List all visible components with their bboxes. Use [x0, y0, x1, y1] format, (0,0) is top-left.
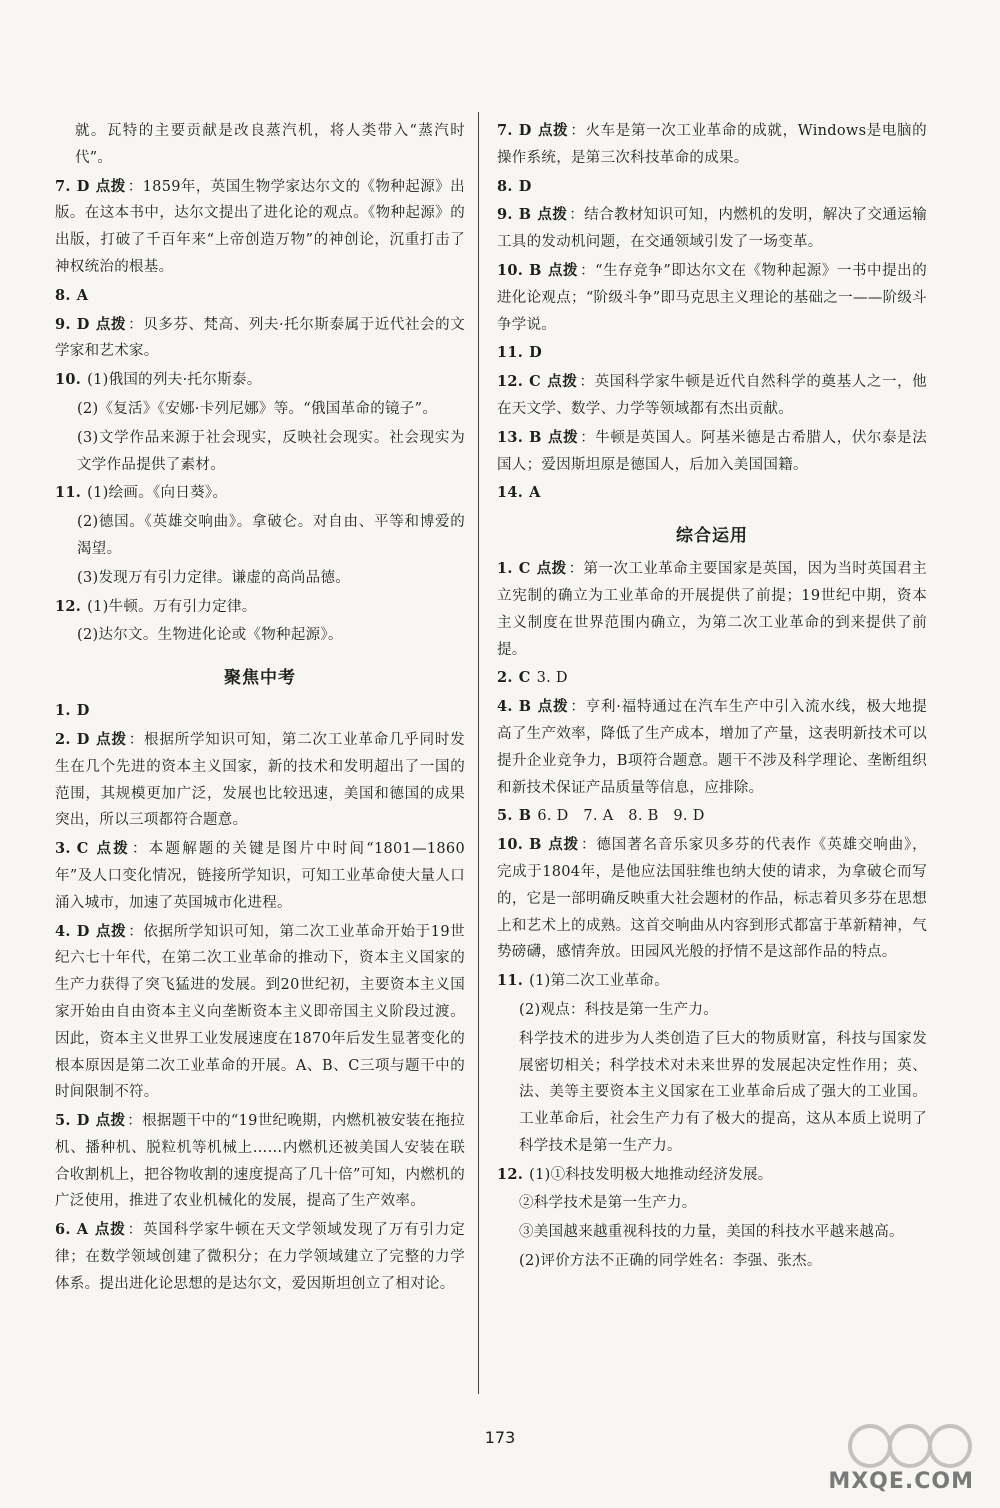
hint-label: 点拨	[95, 177, 126, 195]
answer-item	[497, 480, 927, 507]
question-number: 4.	[55, 922, 71, 940]
answer-item	[55, 509, 465, 563]
answer-item	[497, 340, 927, 367]
question-number: 5.	[497, 807, 513, 825]
question-number: 4.	[497, 698, 513, 716]
answer-text: ：“生存竞争”即达尔文在《物种起源》一书中提出的进化论观点；“阶级斗争”即马克思主义理论的基础之一——阶级斗争学说。	[497, 262, 927, 333]
answer-choice: B	[518, 206, 532, 224]
answer-item	[55, 836, 465, 916]
answer-item	[497, 694, 927, 801]
answer-text: (1)①科技发明极大地推动经济发展。	[529, 1166, 773, 1183]
answer-item	[497, 174, 927, 201]
answer-text: 科学技术的进步为人类创造了巨大的物质财富，科技与国家发展密切相关；科学技术对未来世界的发展起决定性作用；英、法、美等主要资本主义国家在工业革命后成了强大的工业国。工业革命后，社会生产力有了极大的提高，这从本质上说明了科学技术是第一生产力。	[519, 1030, 927, 1154]
question-number: 5.	[55, 1112, 71, 1130]
answer-choice: D	[76, 730, 90, 748]
answer-text: ②科学技术是第一生产力。	[519, 1195, 697, 1212]
answer-item	[55, 698, 465, 725]
answer-item	[497, 202, 927, 256]
answer-choice: B	[518, 807, 532, 825]
answer-item	[497, 1248, 927, 1275]
answer-item	[497, 832, 927, 966]
hint-label: 点拨	[547, 836, 580, 854]
answer-text: ：英国科学家牛顿在天文学领域发现了万有引力定律；在数学领域创建了微积分；在力学领域建立了完整的力学体系。提出进化论思想的是达尔文，爱因斯坦创立了相对论。	[55, 1222, 465, 1292]
answer-item	[55, 367, 465, 394]
question-number: 1.	[497, 560, 513, 578]
answer-choice: B	[529, 428, 542, 446]
question-number: 3.	[55, 840, 71, 858]
question-number: 10.	[497, 261, 524, 279]
question-number: 12.	[55, 597, 82, 615]
question-number: 14.	[497, 484, 524, 502]
question-number: 12.	[497, 373, 524, 391]
answer-choice: A	[529, 484, 541, 502]
question-number: 11.	[497, 344, 524, 362]
answer-item	[55, 1108, 465, 1215]
answer-text: ：结合教材知识可知，内燃机的发明，解决了交通运输工具的发动机问题，在交通领域引发了一场变革。	[497, 207, 927, 251]
answer-choice: D	[76, 702, 90, 720]
answer-item	[497, 665, 927, 692]
answer-text: ：英国科学家牛顿是近代自然科学的奠基人之一，他在天文学、数学、力学等领域都有杰出贡献。	[497, 374, 927, 417]
answer-text: ：牛顿是英国人。阿基米德是古希腊人，伏尔泰是法国人；爱因斯坦原是德国人，后加入美国国籍。	[497, 429, 927, 473]
answer-choice: C	[529, 373, 541, 391]
answer-choice: D	[529, 344, 543, 362]
answer-item	[55, 396, 465, 423]
answer-item	[497, 997, 927, 1024]
hint-label: 点拨	[547, 261, 579, 279]
question-number: 9.	[55, 315, 71, 333]
answer-choice: C	[518, 560, 531, 578]
question-number: 8.	[497, 177, 513, 195]
question-number: 1.	[55, 702, 71, 720]
answer-item	[497, 968, 927, 995]
answer-choice: D	[518, 122, 532, 139]
answer-text: (1)牛顿。万有引力定律。	[87, 598, 257, 615]
hint-label: 点拨	[95, 1112, 126, 1130]
question-number: 9.	[497, 206, 513, 224]
answer-text: ：根据题干中的“19世纪晚期，内燃机被安装在拖拉机、播种机、脱粒机等机械上……内燃机还被美国人安装在联合收割机上，把谷物收割的速度提高了几十倍”可知，内燃机的广泛使用，推进了农业机械化的发展，提高了生产效率。	[55, 1113, 466, 1210]
answer-choice: D	[76, 922, 90, 940]
question-number: 7.	[55, 177, 71, 195]
answer-text: (2)德国。《英雄交响曲》。拿破仑。对自由、平等和博爱的渴望。	[77, 514, 465, 557]
hint-label: 点拨	[537, 698, 569, 716]
answer-item	[55, 919, 465, 1107]
answer-text: (2)观点：科技是第一生产力。	[519, 1001, 719, 1018]
watermark-text: MXQE.COM	[828, 1469, 974, 1494]
answer-item	[497, 1219, 927, 1246]
answer-item	[55, 312, 465, 366]
section-title-focus-exam: 聚焦中考	[224, 668, 296, 689]
right-answer-list-2	[497, 556, 927, 1275]
answer-item	[55, 565, 465, 592]
answer-text: ：德国著名音乐家贝多芬的代表作《英雄交响曲》，完成于1804年，是他应法国驻维也纳大使的请求，为拿破仑而写的，它是一部明确反映重大社会题材的作品，标志着贝多芬在思想上和艺术上的成熟。这首交响曲从内容到形式都富于革新精神，气势磅礴，感情奔放。田园风光般的抒情不是这部作品的特点。	[497, 837, 927, 961]
left-answer-list-2	[55, 698, 465, 1298]
answer-text: 6. D 7. A 8. B 9. D	[537, 808, 705, 825]
answer-choice: C	[518, 669, 531, 687]
answer-text: ③美国越来越重视科技的力量，美国的科技水平越来越高。	[519, 1224, 904, 1241]
right-column	[497, 118, 927, 1277]
answer-choice: D	[76, 177, 90, 195]
answer-choice: A	[76, 286, 89, 304]
answer-item	[497, 118, 927, 172]
left-column	[55, 118, 465, 1300]
question-number: 6.	[55, 1221, 71, 1239]
answer-item	[497, 258, 927, 338]
answer-item	[55, 594, 465, 621]
answer-choice: A	[76, 1221, 89, 1239]
hint-label: 点拨	[537, 122, 569, 139]
question-number: 11.	[497, 972, 524, 990]
page-number: 173	[484, 1428, 516, 1447]
answer-choice: D	[76, 1112, 90, 1130]
answer-text: ：依据所学知识可知，第二次工业革命开始于19世纪六七十年代，在第二次工业革命的推动下，资本主义国家的生产力获得了突飞猛进的发展。到20世纪初，主要资本主义国家开始由自由资本主义向垄断资本主义即帝国主义阶段过渡。因此，资本主义世界工业发展速度在1870年后发生显著变化的根本原因是第二次工业革命的开展。A、B、C三项与题干中的时间限制不符。	[55, 923, 465, 1101]
answer-text: (2)评价方法不正确的同学姓名：李强、张杰。	[519, 1253, 822, 1270]
answer-text: (1)绘画。《向日葵》。	[87, 485, 228, 502]
answer-text: ：火车是第一次工业革命的成就，Windows是电脑的操作系统，是第三次科技革命的成果。	[497, 123, 927, 166]
answer-text: ：第一次工业革命主要国家是英国，因为当时英国君主立宪制的确立为工业革命的开展提供了前提；19世纪中期，资本主义制度在世界范围内确立，为第二次工业革命的到来提供了前提。	[497, 561, 927, 658]
hint-label: 点拨	[94, 1221, 126, 1239]
answer-text: (3)发现万有引力定律。谦虚的高尚品德。	[77, 569, 351, 586]
answer-item	[55, 727, 465, 834]
question-number: 8.	[55, 286, 71, 304]
answer-text: ：根据所学知识可知，第二次工业革命几乎同时发生在几个先进的资本主义国家，新的技术和发明超出了一国的范围，其规模更加广泛，发展也比较迅速，美国和德国的成果突出，所以三项都符合题意。	[55, 731, 465, 829]
answer-choice: D	[518, 177, 532, 195]
hint-label: 点拨	[536, 560, 567, 578]
answer-text: (2)《复活》《安娜·卡列尼娜》等。“俄国革命的镜子”。	[77, 400, 438, 417]
answer-text: (2)达尔文。生物进化论或《物种起源》。	[77, 627, 343, 644]
hint-label: 点拨	[537, 206, 568, 224]
answer-item	[55, 480, 465, 507]
question-number: 10.	[55, 371, 82, 389]
question-number: 11.	[55, 484, 82, 502]
answer-text: (1)第二次工业革命。	[529, 973, 669, 990]
question-number: 7.	[497, 122, 513, 139]
question-number: 13.	[497, 428, 524, 446]
answer-text: 就。瓦特的主要贡献是改良蒸汽机，将人类带入“蒸汽时代”。	[75, 123, 465, 166]
answer-text: (1)俄国的列夫·托尔斯泰。	[87, 372, 262, 389]
hint-label: 点拨	[95, 730, 127, 748]
question-number: 12.	[497, 1165, 524, 1183]
question-number: 2.	[55, 730, 71, 748]
answer-item	[497, 803, 927, 830]
answer-item	[497, 1190, 927, 1217]
left-answer-list	[55, 118, 465, 649]
answer-item	[55, 118, 465, 172]
answer-text: ：1859年，英国生物学家达尔文的《物种起源》出版。在这本书中，达尔文提出了进化论的观点。《物种起源》的出版，打破了千百年来“上帝创造万物”的神创论，沉重打击了神权统治的根基。	[55, 178, 465, 275]
answer-text: 3. D	[536, 670, 568, 687]
hint-label: 点拨	[95, 922, 127, 940]
hint-label: 点拨	[546, 373, 578, 391]
answer-text: (3)文学作品来源于社会现实，反映社会现实。社会现实为文学作品提供了素材。	[77, 429, 465, 473]
column-divider	[478, 112, 479, 1394]
hint-label: 点拨	[547, 428, 579, 446]
answer-choice: B	[518, 698, 532, 716]
right-answer-list	[497, 118, 927, 507]
question-number: 10.	[497, 836, 524, 854]
answer-item	[55, 1217, 465, 1297]
answer-text: ：本题解题的关键是图片中时间“1801—1860年”及人口变化情况，链接所学知识，可知工业革命使大量人口涌入城市，加速了英国城市化进程。	[55, 841, 465, 911]
answer-choice: B	[529, 836, 542, 854]
hint-label: 点拨	[95, 315, 127, 333]
answer-item	[55, 283, 465, 310]
answer-item	[497, 1162, 927, 1189]
answer-item	[497, 1026, 927, 1160]
answer-item	[497, 369, 927, 423]
answer-item	[55, 622, 465, 649]
answer-item	[55, 425, 465, 479]
answer-text: ：贝多芬、梵高、列夫·托尔斯泰属于近代社会的文学家和艺术家。	[55, 316, 465, 360]
answer-choice: C	[76, 840, 89, 858]
hint-label: 点拨	[94, 840, 130, 858]
answer-item	[497, 556, 927, 663]
answer-text: ：亨利·福特通过在汽车生产中引入流水线，极大地提高了生产效率，降低了生产成本，增加了产量，这表明新技术可以提升企业竞争力，B项符合题意。题干不涉及科学理论、垄断组织和新技术保证产品质量等信息，应排除。	[497, 699, 927, 796]
answer-item	[55, 174, 465, 281]
answer-choice: B	[529, 261, 542, 279]
answer-choice: D	[76, 315, 90, 333]
question-number: 2.	[497, 669, 513, 687]
section-title-comprehensive: 综合运用	[676, 526, 748, 547]
answer-item	[497, 425, 927, 479]
